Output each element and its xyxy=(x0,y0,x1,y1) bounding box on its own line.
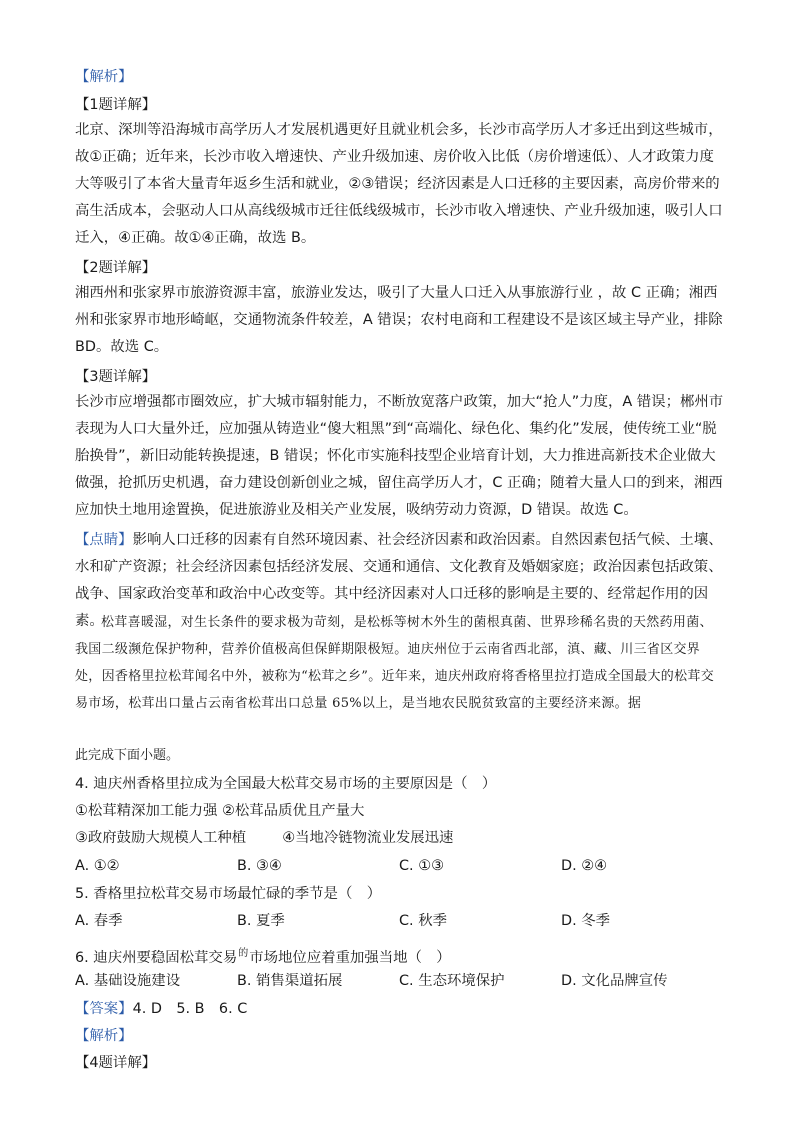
q5-option-c[interactable]: C. 秋季 xyxy=(399,913,447,929)
material-text: 松茸喜暖湿，对生长条件的要求极为苛刻，是松栎等树木外生的菌根真菌、世界珍稀名贵的天然药用菌、我国二级濒危保护物种，营养价值极高但保鲜期限极短。迪庆州位于云南省西北部，滇、藏、川三省区交界处，因香格里拉松茸闻名中外，被称为“松茸之乡”。近年来，迪庆州政府将香格里拉打造成全国最大的松茸交易市场，松茸出口量占云南省松茸出口总量 65%以上，是当地农民脱贫致富的主要经济来源。据 xyxy=(75,615,714,711)
q4-statements-line1: ①松茸精深加工能力强 ②松茸品质优且产量大 xyxy=(75,803,365,819)
q4-stem: 4. 迪庆州香格里拉成为全国最大松茸交易市场的主要原因是（ ） xyxy=(75,776,497,792)
q2-detail-text: 湘西州和张家界市旅游资源丰富，旅游业发达，吸引了大量人口迁入从事旅游行业 ，故 C 正确；湘西州和张家界市地形崎岖，交通物流条件较差，A 错误；农村电商和工程建设不是该区域主导产业，排除 BD。故选 C。 xyxy=(75,285,723,355)
analysis-tag-2: 【解析】 xyxy=(75,1028,133,1044)
q4-option-d[interactable]: D. ②④ xyxy=(561,858,608,874)
q6-option-b[interactable]: B. 销售渠道拓展 xyxy=(237,973,343,989)
q1-detail-text: 北京、深圳等沿海城市高学历人才发展机遇更好且就业机会多，长沙市高学历人才多迁出到这些城市，故①正确；近年来，长沙市收入增速快、产业升级加速、房价收入比低（房价增速低）、人才政策力度大等吸引了本省大量青年返乡生活和就业，②③错误；经济因素是人口迁移的主要因素，高房价带来的高生活成本，会驱动人口从高线级城市迁往低线级城市，长沙市收入增速快、产业升级加速，吸引人口迁入，④正确。故①④正确，故选 B。 xyxy=(75,122,723,246)
q3-detail-text: 长沙市应增强都市圈效应，扩大城市辐射能力，不断放宽落户政策，加大“抢人”力度，A 错误；郴州市表现为人口大量外迁，应加强从铸造业“傻大粗黑”到“高端化、绿色化、集约化”发展，使传统工业“脱胎换骨”，新旧动能转换提速，B 错误；怀化市实施科技型企业培育计划，大力推进高新技术企业做大做强，抢抓历史机遇，奋力建设创新创业之城，留住高学历人才，C 正确；随着大量人口的到来，湘西应加快土地用途置换，促进旅游业及相关产业发展，吸纳劳动力资源，D 错误。故选 C。 xyxy=(75,394,724,518)
answer-line xyxy=(75,999,247,1019)
q5-option-b[interactable]: B. 夏季 xyxy=(237,913,285,929)
q4-detail-tag: 【4题详解】 xyxy=(75,1055,157,1071)
q6-option-d[interactable]: D. 文化品牌宣传 xyxy=(561,973,668,989)
tip-text: 影响人口迁移的因素有自然环境因素、社会经济因素和政治因素。自然因素包括气候、土壤、水和矿产资源；社会经济因素包括经济发展、交通和通信、文化教育及婚姻家庭；政治因素包括政策、战争、国家政治变革和政治中心改变等。其中经济因素对人口迁移的影响是主要的、经常起作用的因素。 xyxy=(75,532,723,629)
answer-tag: 【答案】 xyxy=(75,1001,133,1017)
q4-option-c[interactable]: C. ①③ xyxy=(399,858,444,874)
answer-text: 4. D 5. B 6. C xyxy=(132,1001,248,1017)
q6-option-a[interactable]: A. 基础设施建设 xyxy=(75,973,181,989)
q6-stem-superscript: 的 xyxy=(238,948,249,959)
analysis-tag: 【解析】 xyxy=(75,69,133,85)
q1-detail-tag: 【1题详解】 xyxy=(75,97,157,113)
q5-option-a[interactable]: A. 春季 xyxy=(75,913,123,929)
q5-stem: 5. 香格里拉松茸交易市场最忙碌的季节是（ ） xyxy=(75,886,382,902)
q6-stem xyxy=(75,944,451,968)
tip-tag: 【点睛】 xyxy=(75,532,133,548)
q6-stem-part2: 市场地位应着重加强当地（ ） xyxy=(249,950,451,966)
q4-statements-line2 xyxy=(75,828,453,848)
q4-option-a[interactable]: A. ①② xyxy=(75,858,120,874)
material-tail: 此完成下面小题。 xyxy=(75,748,180,763)
q3-detail-tag: 【3题详解】 xyxy=(75,369,157,385)
q2-detail-tag: 【2题详解】 xyxy=(75,260,157,276)
q6-stem-part1: 6. 迪庆州要稳固松茸交易 xyxy=(75,950,238,966)
q4-statement-3: ③政府鼓励大规模人工种植 xyxy=(75,830,247,846)
q4-statement-4: ④当地冷链物流业发展迅速 xyxy=(282,830,454,846)
q5-option-d[interactable]: D. 冬季 xyxy=(561,913,611,929)
q6-option-c[interactable]: C. 生态环境保护 xyxy=(399,973,505,989)
q4-option-b[interactable]: B. ③④ xyxy=(237,858,282,874)
